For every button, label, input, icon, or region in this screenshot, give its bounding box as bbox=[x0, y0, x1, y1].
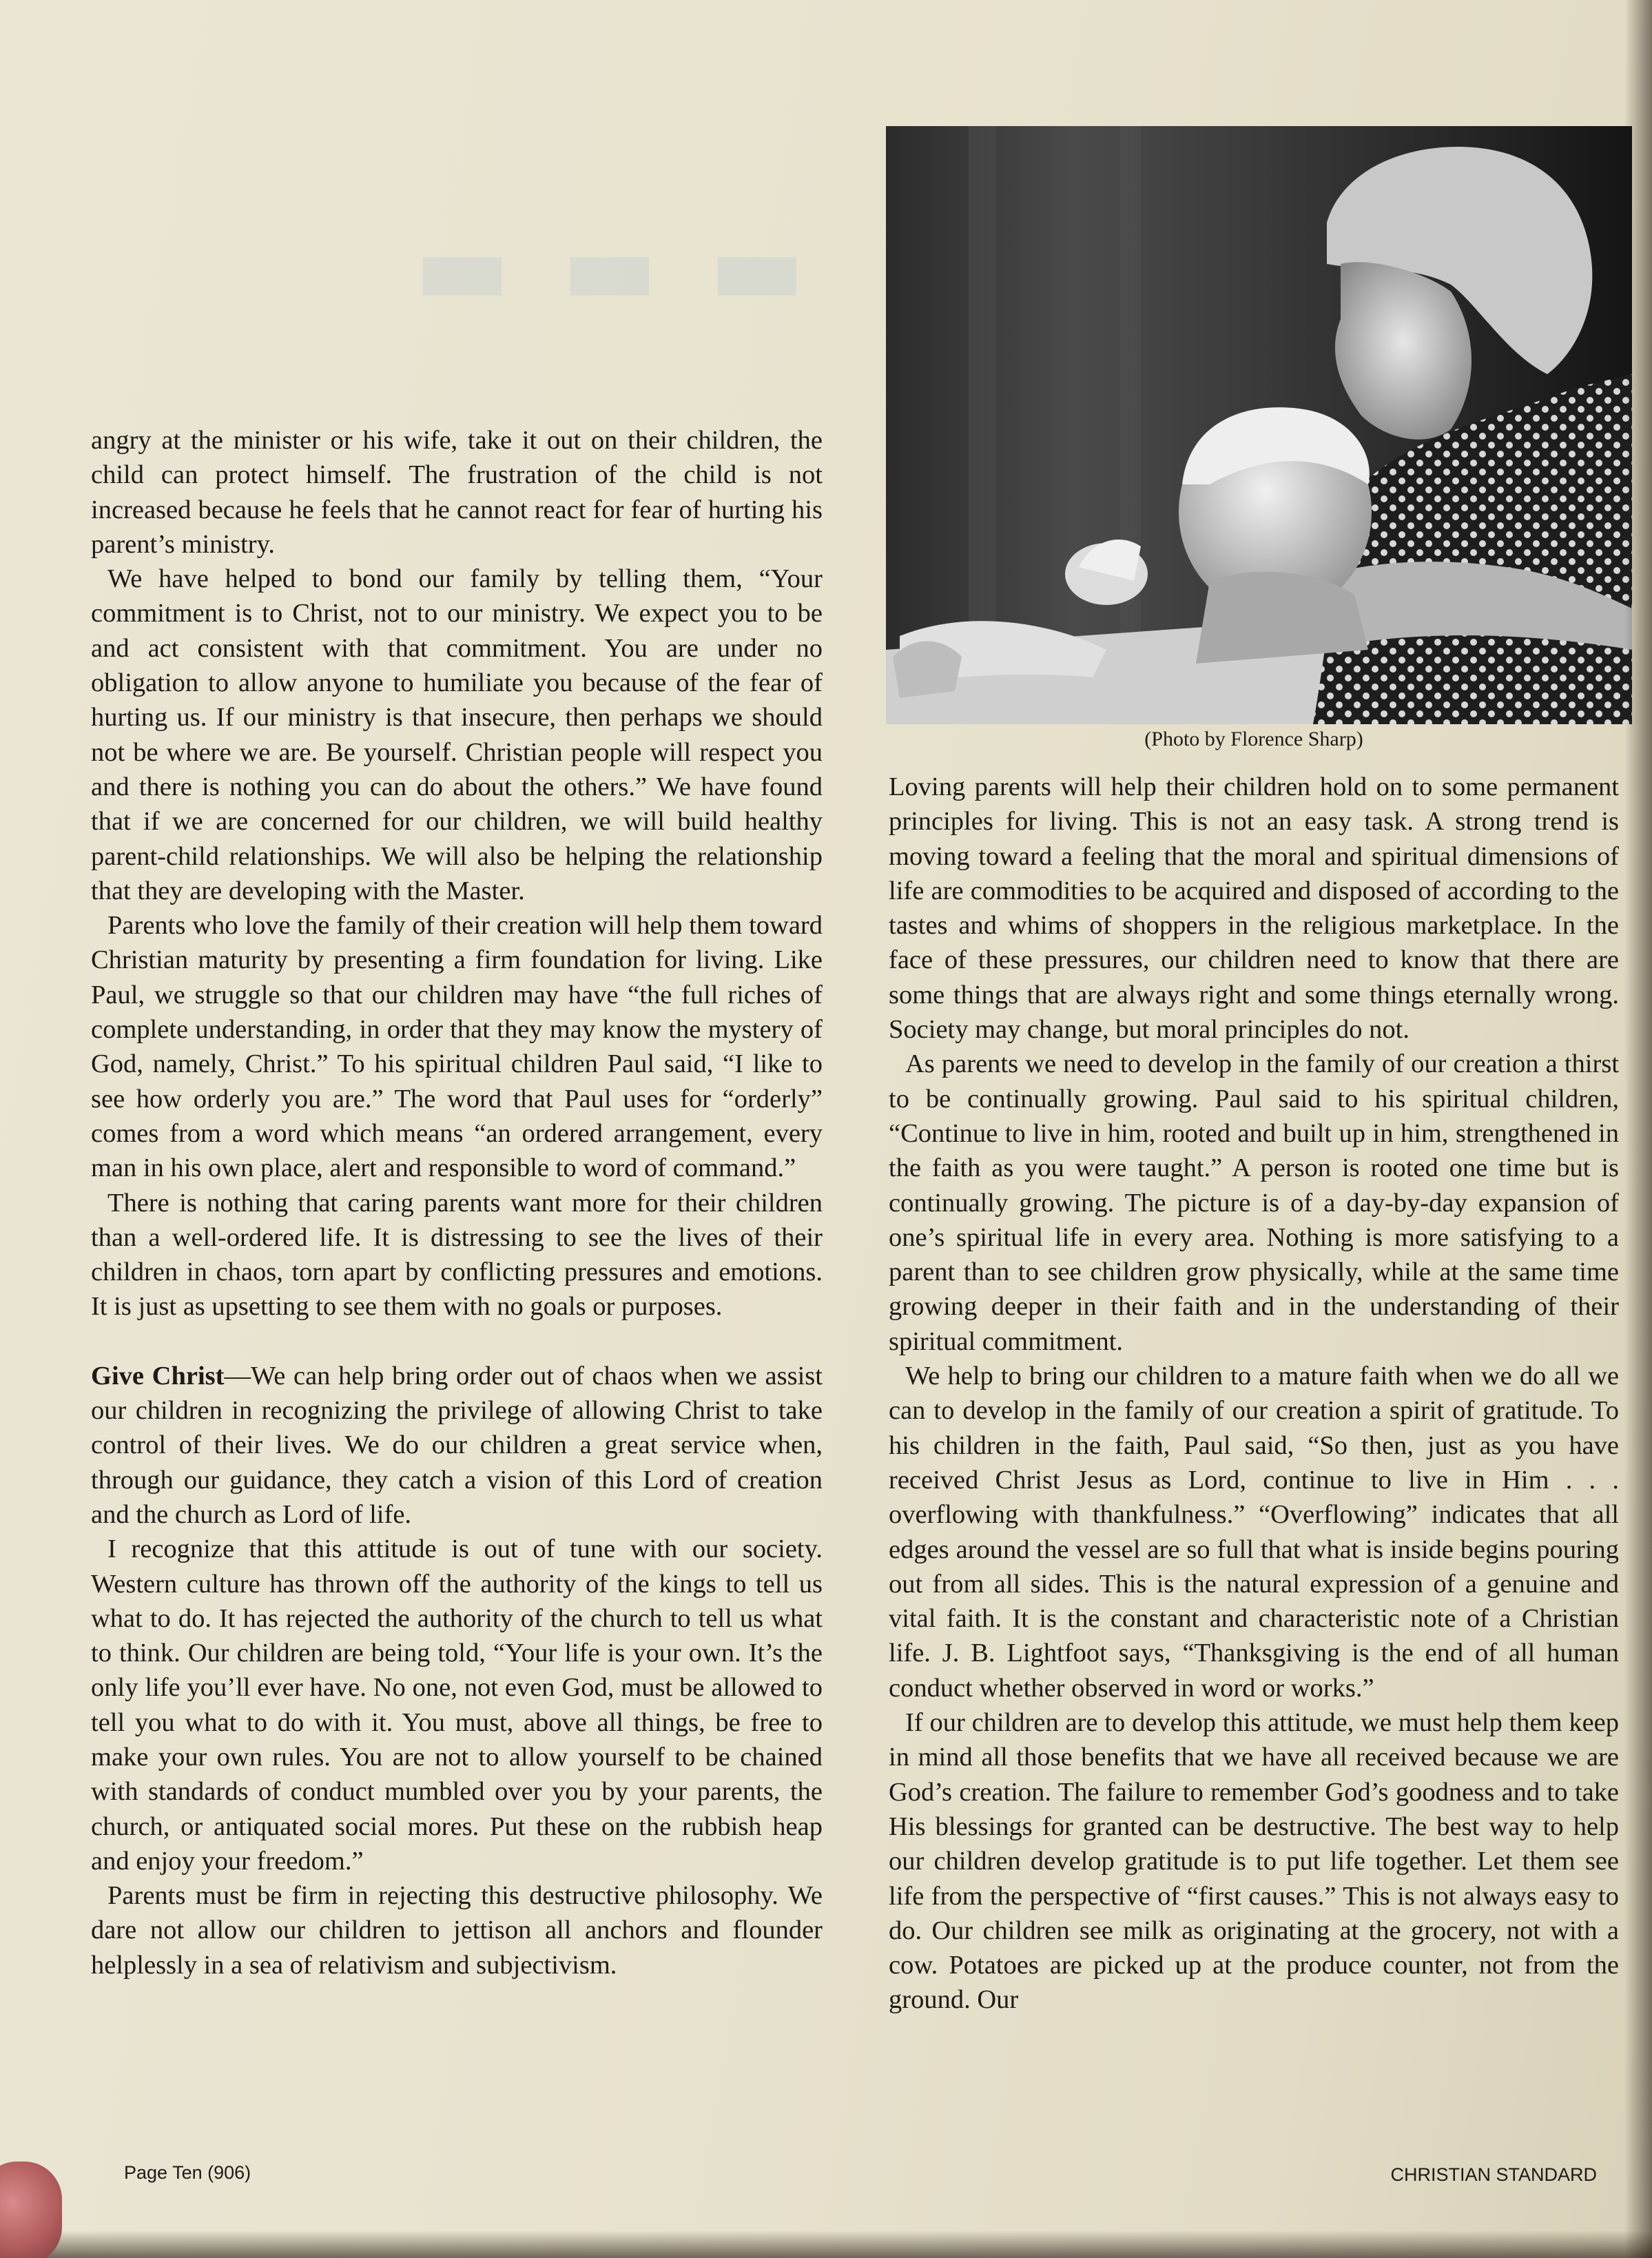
photo-mother-and-child bbox=[886, 126, 1632, 724]
left-column bbox=[91, 423, 823, 1982]
paragraph: We help to bring our children to a mature faith when we do all we can to develop in the family of our creation a spirit of gratitude. To his children in the faith, Paul said, “So then, just as you have received Christ Jesus as Lord, continue to live in Him . . . overflowing with thankfulness.” “Overflowing” indicates that all edges around the vessel are so full that what is inside begins pouring out from all sides. This is the natural expression of a genuine and vital faith. It is the constant and characteristic note of a Christian life. J. B. Lightfoot says, “Thanksgiving is the end of all human conduct whether observed in word or works.” bbox=[889, 1362, 1619, 1703]
page-edge-shadow bbox=[1624, 0, 1652, 2258]
magazine-name: CHRISTIAN STANDARD bbox=[1390, 2164, 1597, 2185]
paragraph-give-christ bbox=[91, 1359, 823, 1532]
photo-image bbox=[886, 126, 1632, 724]
page-bottom-shadow bbox=[0, 2230, 1652, 2258]
paragraph: Parents who love the family of their creation will help them toward Christian maturity by presenting a firm foundation for living. Like Paul, we struggle so that our children may have “the full riches of complete understanding, in order that they may know the mystery of God, namely, Christ.” To his spiritual children Paul said, “I like to see how orderly you are.” The word that Paul uses for “orderly” comes from a word which means “an ordered arrangement, every man in his own place, alert and responsible to word of command.” bbox=[91, 911, 823, 1183]
paragraph: If our children are to develop this attitude, we must help them keep in mind all those benefits that we have all received because we are God’s creation. The failure to remember God’s goodness and to take His blessings for granted can be destructive. The best way to help our children develop gratitude is to put life together. Let them see life from the perspective of “first causes.” This is not always easy to do. Our children see milk as originating at the grocery, not with a cow. Potatoes are picked up at the produce counter, not from the ground. Our bbox=[889, 1708, 1619, 2015]
right-column bbox=[889, 770, 1619, 2018]
paragraph: I recognize that this attitude is out of tune with our society. Western culture has thrown off the authority of the kings to tell us what to do. It has rejected the authority of the church to tell us what to think. Our children are being told, “Your life is your own. It’s the only life you’ll ever have. No one, not even God, must be allowed to tell you what to do with it. You must, above all things, be free to make your own rules. You are not to allow yourself to be chained with standards of conduct mumbled over you by your parents, the church, or antiquated social mores. Put these on the rubbish heap and enjoy your freedom.” bbox=[91, 1535, 823, 1876]
bleed-through-title: ▬ ▬ ▬ bbox=[413, 207, 813, 328]
page-number: Page Ten (906) bbox=[124, 2162, 251, 2183]
paragraph-text: —We can help bring order out of chaos when we assist our children in recognizing the privilege of allowing Christ to take control of their lives. We do our children a great service when, through our guidance, they catch a vision of this Lord of creation and the church as Lord of life. bbox=[91, 1361, 823, 1529]
paragraph: angry at the minister or his wife, take it out on their children, the child can protect himself. The frustration of the child is not increased because he feels that he cannot react for fear of hurting his parent’s ministry. bbox=[91, 426, 823, 559]
paragraph: As parents we need to develop in the family of our creation a thirst to be continually growing. Paul said to his spiritual children, “Continue to live in him, rooted and built up in him, strengthened in the faith as you were taught.” A person is rooted one time but is continually growing. The picture is of a day-by-day expansion of one’s spiritual life in every area. Nothing is more satisfying to a parent than to see children grow physically, while at the same time growing deeper in their faith and in the understanding of their spiritual commitment. bbox=[889, 1049, 1619, 1356]
thumb-in-frame bbox=[0, 2162, 62, 2258]
paragraph: There is nothing that caring parents want more for their children than a well-ordered life. It is distressing to see the lives of their children in chaos, torn apart by conflicting pressures and emotions. It is just as upsetting to see them with no goals or purposes. bbox=[91, 1188, 823, 1322]
section-subhead: Give Christ bbox=[91, 1361, 225, 1390]
photo-caption: (Photo by Florence Sharp) bbox=[1144, 728, 1363, 750]
paragraph: Parents must be firm in rejecting this destructive philosophy. We dare not allow our children to jettison all anchors and flounder helplessly in a sea of relativism and subjectivism. bbox=[91, 1881, 823, 1980]
paragraph: We have helped to bond our family by telling them, “Your commitment is to Christ, not to our ministry. We expect you to be and act consistent with that commitment. You are under no obligation to allow anyone to humiliate you because of the fear of hurting us. If our ministry is that insecure, then perhaps we should not be where we are. Be yourself. Christian people will respect you and there is nothing you can do about the others.” We have found that if we are concerned for our children, we will build healthy parent-child relationships. We will also be helping the relationship that they are developing with the Master. bbox=[91, 564, 823, 905]
paragraph: Loving parents will help their children hold on to some permanent principles for living. This is not an easy task. A strong trend is moving toward a feeling that the moral and spiritual dimensions of life are commodities to be acquired and disposed of according to the tastes and whims of shoppers in the religious marketplace. In the face of these pressures, our children need to know that there are some things that are always right and some things eternally wrong. Society may change, but moral principles do not. bbox=[889, 772, 1619, 1045]
